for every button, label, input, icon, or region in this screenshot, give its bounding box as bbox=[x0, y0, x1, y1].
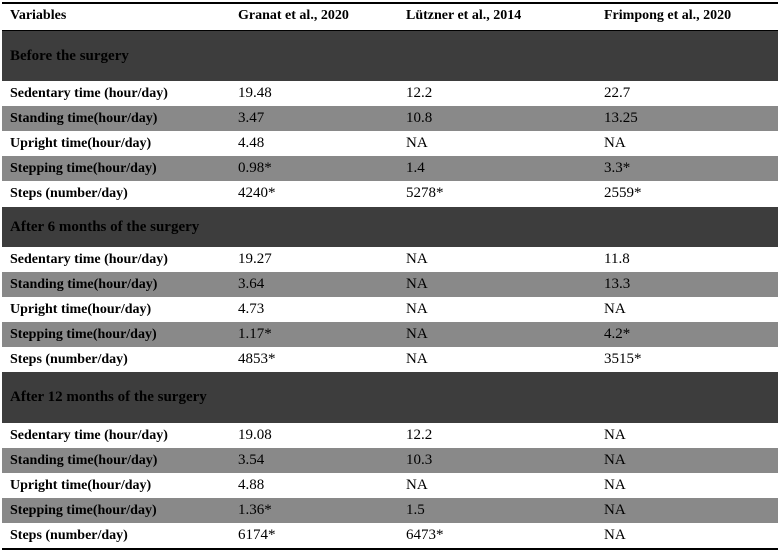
header-granat: Granat et al., 2020 bbox=[238, 8, 349, 23]
row-label: Steps (number/day) bbox=[10, 527, 128, 543]
cell-frimpong: NA bbox=[604, 135, 626, 151]
table-row bbox=[2, 498, 778, 523]
cell-granat: 3.54 bbox=[238, 452, 265, 468]
cell-lutzner: 10.3 bbox=[406, 452, 433, 468]
cell-granat: 19.48 bbox=[238, 85, 272, 101]
cell-frimpong: 11.8 bbox=[604, 251, 630, 267]
cell-granat: 1.17* bbox=[238, 326, 272, 342]
row-label: Upright time(hour/day) bbox=[10, 135, 152, 151]
row-label: Sedentary time (hour/day) bbox=[10, 85, 168, 101]
cell-granat: 4.73 bbox=[238, 301, 265, 317]
table-row bbox=[2, 523, 778, 548]
table-row bbox=[2, 423, 778, 448]
table-row bbox=[2, 156, 778, 181]
row-label: Upright time(hour/day) bbox=[10, 301, 152, 317]
header-rule bbox=[2, 30, 778, 31]
cell-lutzner: 12.2 bbox=[406, 427, 433, 443]
cell-granat: 19.27 bbox=[238, 251, 272, 267]
cell-lutzner: NA bbox=[406, 326, 428, 342]
cell-frimpong: NA bbox=[604, 452, 626, 468]
cell-frimpong: NA bbox=[604, 427, 626, 443]
table-bottom-rule bbox=[2, 548, 778, 550]
table-row bbox=[2, 473, 778, 498]
cell-frimpong: 2559* bbox=[604, 185, 642, 201]
cell-lutzner: 12.2 bbox=[406, 85, 433, 101]
table-row bbox=[2, 81, 778, 106]
table-row bbox=[2, 448, 778, 473]
cell-granat: 3.47 bbox=[238, 110, 265, 126]
row-label: Steps (number/day) bbox=[10, 185, 128, 201]
row-label: Stepping time(hour/day) bbox=[10, 326, 157, 342]
cell-lutzner: 10.8 bbox=[406, 110, 433, 126]
header-variables: Variables bbox=[10, 8, 67, 23]
table-row bbox=[2, 181, 778, 206]
cell-lutzner: 6473* bbox=[406, 527, 444, 543]
cell-granat: 6174* bbox=[238, 527, 276, 543]
cell-lutzner: NA bbox=[406, 351, 428, 367]
table-row bbox=[2, 106, 778, 131]
row-label: Sedentary time (hour/day) bbox=[10, 251, 168, 267]
cell-frimpong: 3.3* bbox=[604, 160, 631, 176]
cell-lutzner: NA bbox=[406, 251, 428, 267]
cell-lutzner: 1.4 bbox=[406, 160, 425, 176]
cell-lutzner: 5278* bbox=[406, 185, 444, 201]
cell-granat: 0.98* bbox=[238, 160, 272, 176]
cell-frimpong: 3515* bbox=[604, 351, 642, 367]
row-label: Standing time(hour/day) bbox=[10, 452, 158, 468]
cell-granat: 4853* bbox=[238, 351, 276, 367]
table-row bbox=[2, 347, 778, 372]
section-title: After 12 months of the surgery bbox=[10, 389, 207, 405]
section-header bbox=[2, 207, 778, 247]
cell-granat: 1.36* bbox=[238, 502, 272, 518]
cell-lutzner: NA bbox=[406, 276, 428, 292]
cell-frimpong: 4.2* bbox=[604, 326, 631, 342]
cell-frimpong: 13.3 bbox=[604, 276, 631, 292]
table-row bbox=[2, 322, 778, 347]
header-lutzner: Lützner et al., 2014 bbox=[406, 8, 522, 23]
cell-lutzner: 1.5 bbox=[406, 502, 425, 518]
row-label: Upright time(hour/day) bbox=[10, 477, 152, 493]
cell-granat: 4.48 bbox=[238, 135, 265, 151]
table-row bbox=[2, 247, 778, 272]
cell-lutzner: NA bbox=[406, 301, 428, 317]
cell-frimpong: NA bbox=[604, 477, 626, 493]
table-header-row bbox=[2, 2, 778, 30]
cell-frimpong: NA bbox=[604, 301, 626, 317]
cell-granat: 19.08 bbox=[238, 427, 272, 443]
row-label: Stepping time(hour/day) bbox=[10, 160, 157, 176]
row-label: Steps (number/day) bbox=[10, 351, 128, 367]
section-header bbox=[2, 372, 778, 423]
cell-frimpong: 13.25 bbox=[604, 110, 638, 126]
section-title: After 6 months of the surgery bbox=[10, 218, 200, 235]
table-row bbox=[2, 272, 778, 297]
cell-granat: 4.88 bbox=[238, 477, 265, 493]
table-row bbox=[2, 297, 778, 322]
cell-lutzner: NA bbox=[406, 135, 428, 151]
cell-lutzner: NA bbox=[406, 477, 428, 493]
cell-granat: 3.64 bbox=[238, 276, 265, 292]
row-label: Sedentary time (hour/day) bbox=[10, 427, 168, 443]
row-label: Standing time(hour/day) bbox=[10, 276, 158, 292]
cell-frimpong: 22.7 bbox=[604, 85, 631, 101]
table-row bbox=[2, 131, 778, 156]
row-label: Stepping time(hour/day) bbox=[10, 502, 157, 518]
section-header bbox=[2, 31, 778, 81]
cell-granat: 4240* bbox=[238, 185, 276, 201]
header-frimpong: Frimpong et al., 2020 bbox=[604, 8, 732, 23]
cell-frimpong: NA bbox=[604, 502, 626, 518]
cell-frimpong: NA bbox=[604, 527, 626, 543]
section-title: Before the surgery bbox=[10, 47, 129, 64]
row-label: Standing time(hour/day) bbox=[10, 110, 158, 126]
